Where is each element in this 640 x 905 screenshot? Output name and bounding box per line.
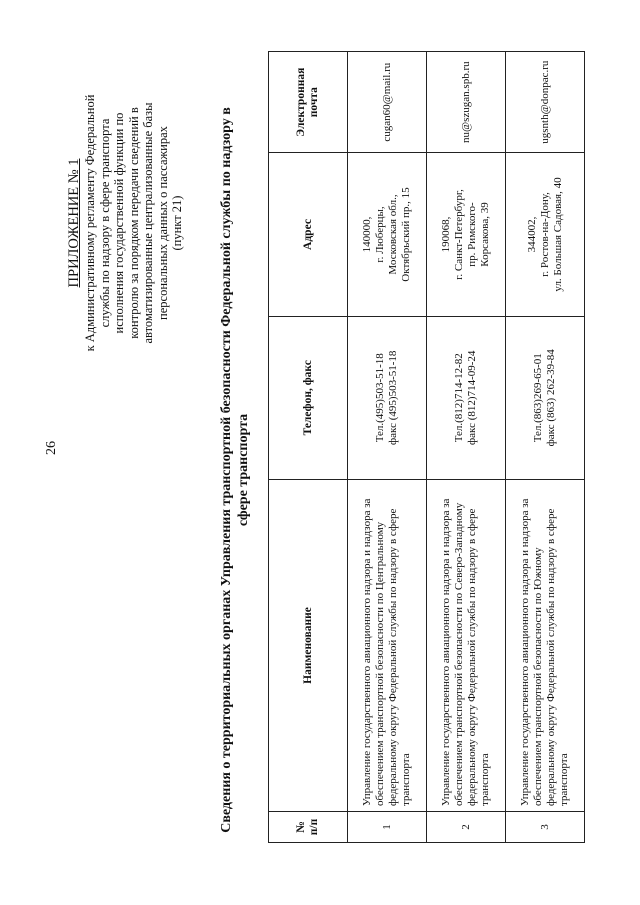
address-line: Корсакова, 39 <box>479 202 491 267</box>
territorial-bodies-table <box>268 51 585 843</box>
phone-cell <box>348 316 427 479</box>
address-line: пр. Римского- <box>466 202 478 267</box>
fax-line: факс (812)714-09-24 <box>466 350 478 445</box>
appendix-title: ПРИЛОЖЕНИЕ № 1 <box>66 158 82 288</box>
header-phone: Телефон, факс <box>269 316 348 479</box>
address-line: Октябрьский пр., 15 <box>400 187 412 282</box>
phone-line: Тел.(812)714-12-82 <box>453 353 465 443</box>
address-line: г. Ростов-на-Дону, <box>538 192 551 277</box>
address-cell <box>506 153 585 316</box>
organization-name: Управление государственного авиационного надзора и надзора за обеспечением транспортной безопасности по Южному федеральному округу Федеральной службы по надзору в сфере транспорта <box>506 479 585 811</box>
row-number: 3 <box>506 812 585 843</box>
address-line: 190068, <box>440 216 452 253</box>
appendix-line: (пункт 21) <box>170 195 184 251</box>
address-line: 344002, <box>525 216 538 253</box>
address-line: ул. Большая Садовая, 40 <box>551 177 564 292</box>
header-address: Адрес <box>269 153 348 316</box>
phone-line: Тел.(495)503-51-18 <box>374 353 386 443</box>
row-number: 2 <box>427 812 506 843</box>
appendix-line: контролю за порядком передачи сведений в <box>126 107 141 339</box>
phone-line: Тел.(863)269-65-01 <box>532 353 544 443</box>
address-line: 140000, <box>361 216 373 253</box>
fax-line: факс (863) 262-39-84 <box>545 349 557 447</box>
address-line: г. Люберцы, <box>374 206 386 263</box>
email-cell: cugan60@mail.ru <box>348 52 427 153</box>
email-cell: ugsnth@donpac.ru <box>506 52 585 153</box>
email-cell: nu@szugan.spb.ru <box>427 52 506 153</box>
appendix-block <box>66 73 185 373</box>
table-row <box>427 52 506 843</box>
header-num: № п/п <box>269 812 348 843</box>
document-heading: Сведения о территориальных органах Управления транспортной безопасности Федеральной службы по надзору в сфере транспорта <box>219 107 251 833</box>
address-cell <box>427 153 506 316</box>
organization-name: Управление государственного авиационного надзора и надзора за обеспечением транспортной безопасности по Центральному федеральному округу Федеральной службы по надзору в сфере транспорта <box>348 479 427 811</box>
header-name: Наименование <box>269 479 348 811</box>
organization-name: Управление государственного авиационного надзора и надзора за обеспечением транспортной безопасности по Северо-Западному федеральному округу Федеральной службы по надзору в сфере транспорта <box>427 479 506 811</box>
phone-cell <box>427 316 506 479</box>
table-row <box>506 52 585 843</box>
row-number: 1 <box>348 812 427 843</box>
fax-line: факс (495)503-51-18 <box>387 350 399 445</box>
header-email: Электронная почта <box>269 52 348 153</box>
appendix-line: к Административному регламенту Федеральной <box>83 94 97 352</box>
page-number: 26 <box>44 441 59 455</box>
table-header-row <box>269 52 348 843</box>
table-row <box>348 52 427 843</box>
appendix-line: автоматизированные централизованные базы <box>141 102 155 344</box>
address-line: Московская обл., <box>387 194 399 275</box>
phone-cell <box>506 316 585 479</box>
appendix-line: исполнения государственной функции по <box>112 112 126 334</box>
appendix-line: персональных данных о пассажирах <box>155 126 170 320</box>
appendix-line: службы по надзору в сфере транспорта <box>97 118 112 328</box>
address-cell <box>348 153 427 316</box>
address-line: г. Санкт-Петербург, <box>453 189 465 280</box>
